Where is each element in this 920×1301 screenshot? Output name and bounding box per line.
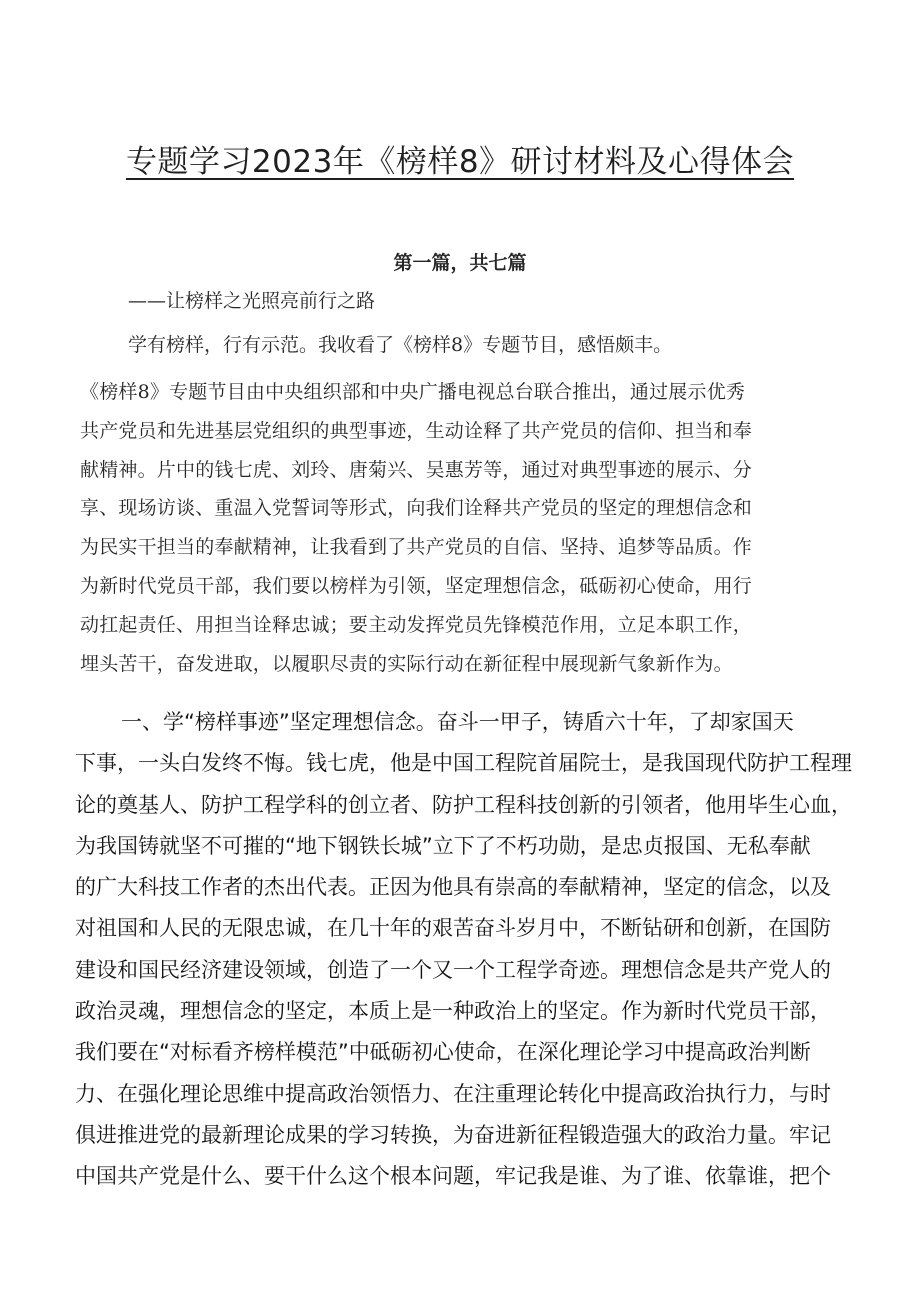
paragraph-section-one (75, 702, 865, 1198)
paragraph-line: 中国共产党是什么、要干什么这个根本问题，牢记我是谁、为了谁、依靠谁，把个 (75, 1164, 831, 1189)
document-title (0, 142, 920, 182)
paragraph-line: 为民实干担当的奉献精神，让我看到了共产党员的自信、坚持、追梦等品质。作 (80, 536, 753, 559)
chapter-heading: 第一篇，共七篇 (393, 252, 527, 274)
intro-sentence: 学有榜样，行有示范。我收看了《榜样8》专题节目，感悟颇丰。 (128, 334, 673, 356)
paragraph-line: 共产党员和先进基层党组织的典型事迹，生动诠释了共产党员的信仰、担当和奉 (80, 419, 753, 442)
paragraph-line: 论的奠基人、防护工程学科的创立者、防护工程科技创新的引领者，他用毕生心血， (75, 792, 852, 817)
paragraph-line: 埋头苦干，奋发进取，以履职尽责的实际行动在新征程中展现新气象新作为。 (80, 652, 733, 675)
paragraph-line: 动扛起责任、用担当诠释忠诚；要主动发挥党员先锋模范作用，立足本职工作， (80, 613, 753, 636)
document-title-text: 专题学习2023年《榜样8》研讨材料及心得体会 (125, 144, 795, 180)
paragraph-line: 政治灵魂，理想信念的坚定，本质上是一种政治上的坚定。作为新时代党员干部， (75, 999, 831, 1024)
paragraph-line: 我们要在“对标看齐榜样模范”中砥砺初心使命，在深化理论学习中提高政治判断 (75, 1040, 811, 1065)
paragraph-line: 力、在强化理论思维中提高政治领悟力、在注重理论转化中提高政治执行力，与时 (75, 1081, 831, 1106)
paragraph-line: 建设和国民经济建设领域，创造了一个又一个工程学奇迹。理想信念是共产党人的 (75, 957, 831, 982)
paragraph-line: 享、现场访谈、重温入党誓词等形式，向我们诠释共产党员的坚定的理想信念和 (80, 497, 753, 520)
paragraph-line: 为新时代党员干部，我们要以榜样为引领，坚定理想信念，砥砺初心使命，用行 (80, 574, 753, 597)
paragraph-line: 下事，一头白发终不悔。钱七虎，他是中国工程院首届院士，是我国现代防护工程理 (75, 751, 852, 776)
paragraph-line: 对祖国和人民的无限忠诚，在几十年的艰苦奋斗岁月中，不断钻研和创新，在国防 (75, 916, 831, 941)
paragraph-line: 献精神。片中的钱七虎、刘玲、唐菊兴、吴惠芳等，通过对典型事迹的展示、分 (80, 458, 753, 481)
paragraph-line: 为我国铸就坚不可摧的“地下钢铁长城”立下了不朽功勋，是忠贞报国、无私奉献 (75, 833, 811, 858)
paragraph-line: 俱进推进党的最新理论成果的学习转换，为奋进新征程锻造强大的政治力量。牢记 (75, 1122, 831, 1147)
subtitle: ——让榜样之光照亮前行之路 (128, 290, 376, 312)
paragraph-line: 《榜样8》专题节目由中央组织部和中央广播电视总台联合推出，通过展示优秀 (80, 381, 746, 403)
paragraph-line: 一、学“榜样事迹”坚定理想信念。奋斗一甲子，铸盾六十年，了却家国天 (121, 710, 794, 734)
paragraph-line: 的广大科技工作者的杰出代表。正因为他具有崇高的奉献精神，坚定的信念，以及 (75, 875, 831, 900)
paragraph-summary (80, 373, 840, 683)
